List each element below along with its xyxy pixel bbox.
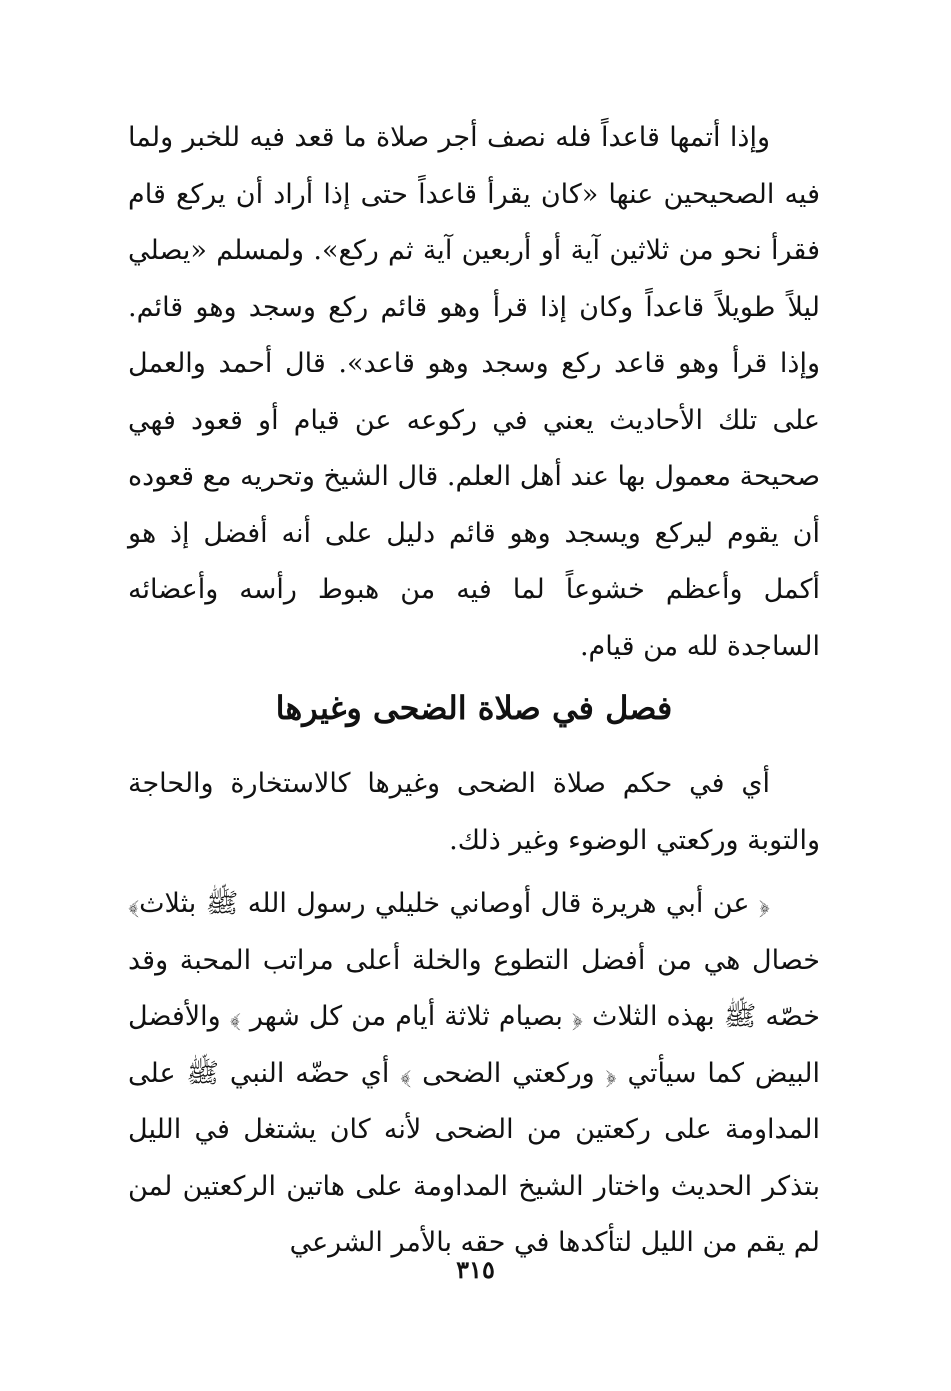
text-block-top	[128, 110, 820, 675]
paragraph-qaidan: وإذا أتمها قاعداً فله نصف أجر صلاة ما قعد فيه للخبر ولما فيه الصحيحين عنها «كان يقرأ قاعداً حتى إذا أراد أن يركع قام فقرأ نحو من ثلاثين آية أو أربعين آية ثم ركع». ولمسلم «يصلي ليلاً طويلاً قاعداً وكان إذا قرأ وهو قائم ركع وسجد وهو قائم. وإذا قرأ وهو قاعد ركع وسجد وهو قاعد». قال أحمد والعمل على تلك الأحاديث يعني في ركوعه عن قيام أو قعود فهي صحيحة معمول بها عند أهل العلم. قال الشيخ وتحريه مع قعوده أن يقوم ليركع ويسجد وهو قائم دليل على أنه أفضل إذ هو أكمل وأعظم خشوعاً لما فيه من هبوط رأسه وأعضائه الساجدة لله من قيام.	[128, 122, 820, 662]
text-block-hadith	[128, 876, 820, 1272]
paragraph-intro: أي في حكم صلاة الضحى وغيرها كالاستخارة والحاجة والتوبة وركعتي الوضوء وغير ذلك.	[128, 768, 820, 856]
section-heading: فصل في صلاة الضحى وغيرها	[275, 689, 673, 727]
page-number: ٣١٥	[456, 1255, 495, 1284]
paragraph-hadith: ﴿ عن أبي هريرة قال أوصاني خليلي رسول الله ﷺ بثلاث﴾ خصال هي من أفضل التطوع والخلة أعلى مراتب المحبة وقد خصّه ﷺ بهذه الثلاث ﴿ بصيام ثلاثة أيام من كل شهر ﴾ والأفضل البيض كما سيأتي ﴿ وركعتي الضحى ﴾ أي حضّه النبي ﷺ على المداومة على ركعتين من الضحى لأنه كان يشتغل في الليل بتذكر الحديث واختار الشيخ المداومة على هاتين الركعتين لمن لم يقم من الليل لتأكدها في حقه بالأمر الشرعي	[128, 888, 820, 1258]
text-block-intro	[128, 756, 820, 869]
